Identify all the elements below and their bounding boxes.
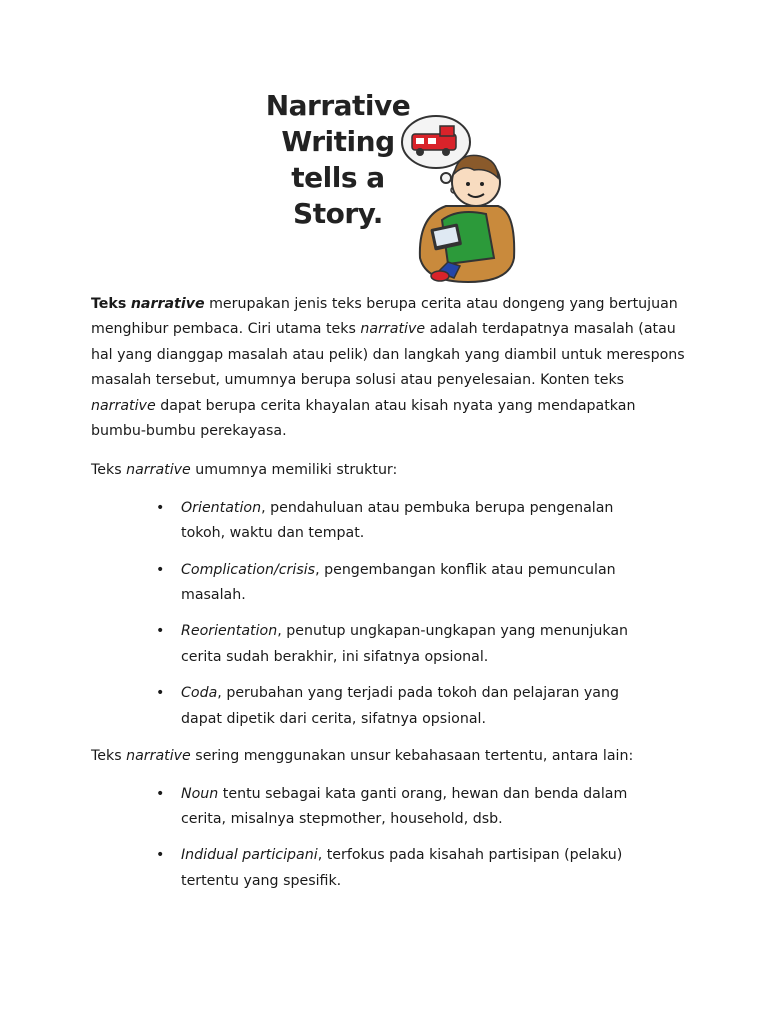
structure-lead	[91, 458, 691, 483]
list-item-term: Indidual participani	[181, 847, 318, 864]
illustration-title-line: tells a	[291, 161, 385, 194]
list-item-term: Reorientation	[181, 623, 278, 640]
list-item-desc: , penutup ungkapan-ungkapan yang menunjukan cerita sudah berakhir, ini sifatnya opsional.	[181, 623, 629, 665]
lead-text: Teks	[91, 748, 127, 765]
structure-list	[91, 496, 691, 732]
header-illustration	[258, 88, 518, 284]
list-item	[91, 843, 661, 894]
illustration-title-line: Writing	[281, 125, 395, 158]
lead-text: Teks	[91, 462, 127, 479]
list-item-term: Coda	[181, 685, 218, 702]
list-item	[91, 496, 661, 547]
list-item	[91, 782, 661, 833]
article-body	[91, 292, 691, 894]
illustration-title	[258, 88, 418, 232]
language-lead	[91, 744, 691, 769]
narrative-term: narrative	[126, 462, 191, 479]
lead-text: umumnya memiliki struktur:	[190, 462, 398, 479]
narrative-term: narrative	[130, 296, 205, 312]
language-list	[91, 782, 691, 895]
list-item-desc: , pendahuluan atau pembuka berupa pengenalan tokoh, waktu dan tempat.	[181, 499, 614, 542]
list-item-term: Complication/crisis	[181, 561, 316, 578]
intro-text: merupakan jenis teks berupa cerita atau dongeng yang bertujuan menghibur pembaca. Ciri utama teks	[91, 296, 678, 338]
bullet-icon: •	[156, 685, 165, 702]
teks-label: Teks	[91, 296, 127, 312]
intro-text: dapat berupa cerita khayalan atau kisah nyata yang mendapatkan bumbu-bumbu perekayasa.	[91, 397, 636, 440]
list-item-desc: , perubahan yang terjadi pada tokoh dan pelajaran yang dapat dipetik dari cerita, sifatnya opsional.	[181, 685, 619, 727]
list-item-term: Noun	[181, 785, 219, 802]
narrative-term: narrative	[360, 321, 426, 338]
bullet-icon: •	[156, 499, 165, 516]
intro-text: adalah terdapatnya masalah (atau hal yang dianggap masalah atau pelik) dan langkah yang diambil untuk merespons masalah tersebut, umumnya berupa solusi atau penyelesaian. Konten teks	[91, 321, 685, 389]
child-reading-clipart	[398, 108, 518, 284]
list-item-desc: tentu sebagai kata ganti orang, hewan dan benda dalam cerita, misalnya stepmother, household, dsb.	[181, 785, 628, 827]
list-item	[91, 558, 661, 609]
intro-paragraph	[91, 292, 691, 444]
list-item-desc: , pengembangan konflik atau pemunculan masalah.	[181, 561, 616, 604]
illustration-title-line: Story.	[293, 197, 383, 230]
list-item	[91, 619, 661, 670]
bullet-icon: •	[156, 561, 165, 578]
bullet-icon: •	[156, 623, 165, 640]
narrative-term: narrative	[126, 748, 191, 765]
illustration-title-line: Narrative	[265, 89, 411, 122]
bullet-icon: •	[156, 847, 165, 864]
list-item-term: Orientation	[181, 499, 262, 516]
list-item-desc: , terfokus pada kisahah partisipan (pelaku) tertentu yang spesifik.	[181, 847, 623, 889]
bullet-icon: •	[156, 785, 165, 802]
lead-text: sering menggunakan unsur kebahasaan tertentu, antara lain:	[190, 748, 634, 765]
list-item	[91, 681, 661, 732]
narrative-term: narrative	[91, 397, 156, 414]
